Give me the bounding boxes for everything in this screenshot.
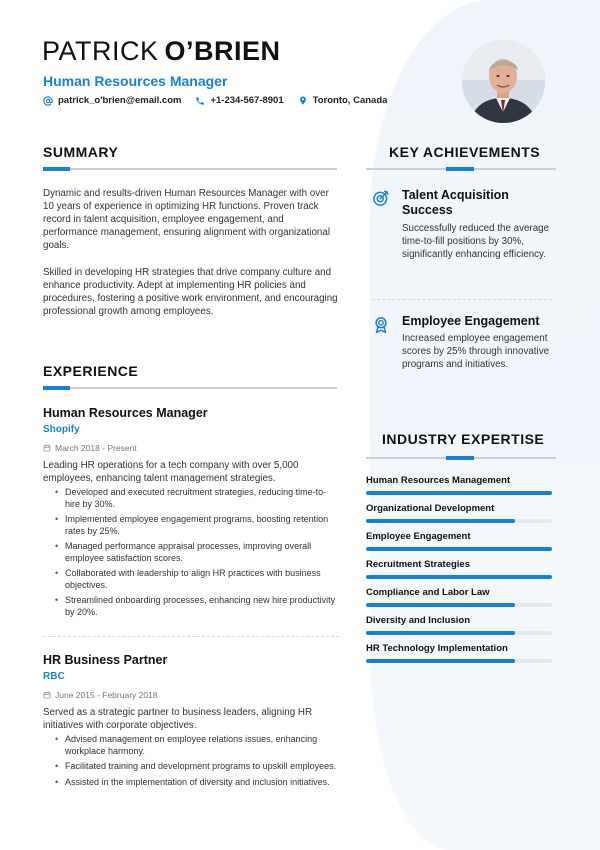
experience-rule	[43, 387, 337, 389]
skill-bar-fill	[366, 631, 515, 635]
skill-item	[366, 559, 552, 579]
skill-name: Organizational Development	[366, 503, 495, 514]
summary-accent	[43, 167, 70, 171]
summary-rule	[43, 168, 337, 170]
skill-item	[366, 615, 552, 635]
job-description: Served as a strategic partner to business leaders, aligning HR initiatives with corporate objectives.	[43, 707, 313, 731]
skill-item	[366, 643, 552, 663]
phone-icon	[195, 96, 205, 106]
experience-accent	[43, 386, 70, 390]
summary-paragraph-2: Skilled in developing HR strategies that drive company culture and enhance productivity. Adept at implementing HR policies and procedures, fostering a positive work environment, and encouraging professional growth among employees.	[43, 267, 338, 317]
profile-photo	[462, 40, 545, 123]
contact-location	[298, 95, 388, 106]
company-name: RBC	[43, 671, 65, 682]
job-title: HR Business Partner	[43, 653, 168, 667]
achievements-accent	[446, 167, 474, 171]
skill-item	[366, 531, 552, 551]
job-bullets	[53, 734, 341, 792]
list-item: • Assisted in the implementation of diversity and inclusion initiatives.	[53, 777, 341, 789]
skill-name: Human Resources Management	[366, 475, 511, 486]
skill-name: Diversity and Inclusion	[366, 615, 470, 626]
email-text: patrick_o'brien@email.com	[58, 95, 182, 106]
person-portrait-icon	[462, 40, 545, 123]
calendar-icon	[43, 444, 51, 452]
job-bullets	[53, 487, 341, 622]
skill-bar-track	[366, 519, 552, 523]
list-item: • Collaborated with leadership to align HR practices with business objectives.	[53, 568, 341, 591]
skill-bar-fill	[366, 603, 515, 607]
skill-bar-track	[366, 547, 552, 551]
skill-bar-track	[366, 659, 552, 663]
award-ribbon-icon	[372, 316, 390, 334]
contact-info	[43, 95, 401, 106]
first-name: PATRICK	[42, 36, 159, 66]
map-pin-icon	[298, 95, 308, 106]
skill-bar-fill	[366, 575, 552, 579]
achievement-text: Successfully reduced the average time-to-fill positions by 30%, significantly enhancing efficiency.	[402, 223, 550, 260]
skill-name: HR Technology Implementation	[366, 643, 508, 654]
skill-bar-fill	[366, 519, 515, 523]
achievements-heading: KEY ACHIEVEMENTS	[389, 144, 541, 160]
job-dates	[43, 690, 158, 700]
experience-heading: EXPERIENCE	[43, 363, 139, 379]
skill-name: Employee Engagement	[366, 531, 471, 542]
job-dates	[43, 443, 137, 453]
achievement-text: Increased employee engagement scores by 25% through innovative programs and initiatives.	[402, 333, 550, 370]
job-description: Leading HR operations for a tech company with over 5,000 employees, enhancing talent management strategies.	[43, 460, 299, 484]
skill-bar-fill	[366, 491, 552, 495]
list-item: • Managed performance appraisal processes, improving overall employee satisfaction scores.	[53, 541, 341, 564]
list-item: • Developed and executed recruitment strategies, reducing time-to-hire by 30%.	[53, 487, 341, 510]
expertise-heading: INDUSTRY EXPERTISE	[382, 431, 545, 447]
last-name: O’BRIEN	[164, 36, 281, 66]
job-title: Human Resources Manager	[43, 406, 208, 420]
calendar-icon	[43, 691, 51, 699]
list-item: • Advised management on employee relations issues, enhancing workplace harmony.	[53, 734, 341, 757]
contact-phone[interactable]	[195, 95, 283, 106]
job-divider	[43, 636, 339, 637]
achievement-divider	[372, 299, 552, 300]
at-sign-icon	[43, 96, 53, 106]
summary-paragraph-1: Dynamic and results-driven Human Resources Manager with over 10 years of experience in optimizing HR functions. Proven track record in talent acquisition, employee engagement, and performance management, ensuring alignment with organizational goals.	[43, 188, 330, 251]
list-item: • Streamlined onboarding processes, enhancing new hire productivity by 20%.	[53, 595, 341, 618]
contact-email[interactable]	[43, 95, 181, 106]
skill-name: Recruitment Strategies	[366, 559, 471, 570]
company-name: Shopify	[43, 424, 80, 435]
skill-bar-fill	[366, 547, 552, 551]
skill-item	[366, 587, 552, 607]
summary-heading: SUMMARY	[43, 144, 119, 160]
location-text: Toronto, Canada	[312, 95, 388, 106]
expertise-accent	[446, 456, 474, 460]
achievement-title: Talent Acquisition Success	[402, 188, 509, 217]
list-item: • Implemented employee engagement programs, boosting retention rates by 25%.	[53, 514, 341, 537]
phone-text: +1-234-567-8901	[210, 95, 284, 106]
skill-bar-track	[366, 631, 552, 635]
skill-item	[366, 503, 552, 523]
job-role: Human Resources Manager	[43, 73, 228, 89]
skill-bar-track	[366, 603, 552, 607]
skill-bar-track	[366, 575, 552, 579]
target-icon	[372, 189, 390, 207]
candidate-name	[42, 36, 281, 67]
list-item: • Facilitated training and development programs to upskill employees.	[53, 761, 341, 773]
job-dates-text: March 2018 - Present	[55, 443, 137, 453]
skill-bar-fill	[366, 659, 515, 663]
skill-item	[366, 475, 552, 495]
job-dates-text: June 2015 - February 2018	[55, 690, 158, 700]
skill-bar-track	[366, 491, 552, 495]
achievement-title: Employee Engagement	[402, 314, 540, 328]
skill-name: Compliance and Labor Law	[366, 587, 490, 598]
